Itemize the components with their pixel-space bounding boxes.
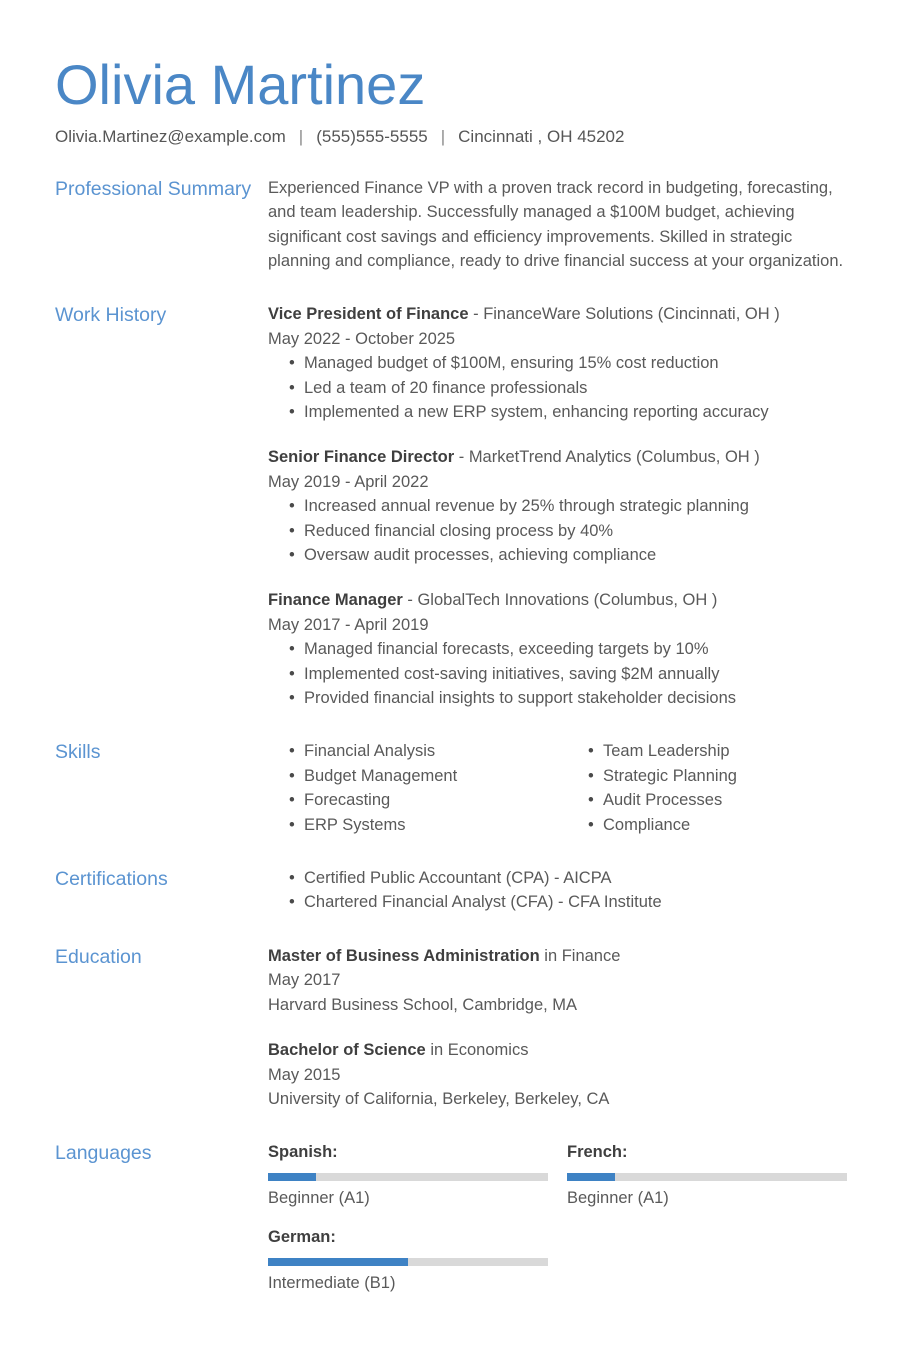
job-entry [268, 302, 850, 424]
certifications-content [268, 866, 850, 915]
contact-line [55, 127, 852, 147]
skill-item: • Compliance [567, 813, 850, 837]
job-bullet: • Reduced financial closing process by 40% [268, 519, 850, 543]
certification-item: • Chartered Financial Analyst (CFA) - CFA Institute [268, 890, 850, 914]
summary-text: Experienced Finance VP with a proven track record in budgeting, forecasting, and team leadership. Successfully managed a $100M budget, achieving significant cost savings and efficiency improvements. Skilled in strategic planning and compliance, ready to drive financial success at your organization. [268, 178, 844, 270]
job-bullet-list [268, 637, 850, 710]
job-title-line [268, 445, 850, 469]
section-label-skills: Skills [55, 741, 101, 764]
education-content [268, 944, 850, 1111]
job-bullet: • Increased annual revenue by 25% through strategic planning [268, 494, 850, 518]
section-languages [55, 1140, 852, 1295]
language-proficiency-fill [268, 1258, 408, 1266]
skill-item: • Forecasting [268, 788, 551, 812]
job-title-line [268, 302, 850, 326]
section-certifications [55, 866, 852, 915]
person-name: Olivia Martinez [55, 53, 426, 116]
language-name: German: [268, 1228, 336, 1247]
skills-grid [268, 739, 850, 837]
skills-column-2 [567, 739, 850, 837]
degree-field: in Finance [544, 946, 621, 965]
skill-item: • Financial Analysis [268, 739, 551, 763]
degree-title-line [268, 1038, 850, 1062]
degree-field: in Economics [430, 1041, 529, 1060]
job-bullet: • Led a team of 20 finance professionals [268, 376, 850, 400]
section-label-education: Education [55, 945, 142, 968]
resume-header [55, 54, 852, 147]
job-bullet: • Managed financial forecasts, exceeding targets by 10% [268, 637, 850, 661]
degree-school: University of California, Berkeley, Berkeley, CA [268, 1089, 610, 1108]
skills-content [268, 739, 850, 837]
language-proficiency-bar [567, 1173, 847, 1181]
language-level: Intermediate (B1) [268, 1273, 396, 1292]
section-work-history [55, 302, 852, 710]
section-label-languages: Languages [55, 1142, 152, 1165]
language-entry [268, 1225, 551, 1295]
job-bullet: • Provided financial insights to support stakeholder decisions [268, 686, 850, 710]
degree-entry [268, 1038, 850, 1111]
skill-item: • Strategic Planning [567, 764, 850, 788]
job-title-line [268, 588, 850, 612]
contact-location: Cincinnati , OH 45202 [458, 126, 625, 146]
job-entry [268, 588, 850, 710]
language-entry [268, 1140, 551, 1210]
contact-separator: | [298, 126, 304, 146]
degree-school: Harvard Business School, Cambridge, MA [268, 995, 578, 1014]
section-education [55, 944, 852, 1111]
job-dates: May 2022 - October 2025 [268, 329, 456, 348]
contact-phone: (555)555-5555 [316, 126, 428, 146]
language-name: French: [567, 1143, 628, 1162]
job-bullet-list [268, 351, 850, 424]
job-bullet: • Implemented a new ERP system, enhancing reporting accuracy [268, 400, 850, 424]
section-skills [55, 739, 852, 837]
section-label-work-history: Work History [55, 304, 167, 327]
language-level: Beginner (A1) [268, 1188, 370, 1207]
job-title: Senior Finance Director [268, 448, 455, 467]
language-proficiency-fill [268, 1173, 316, 1181]
language-entry [567, 1140, 850, 1210]
skill-item: • Budget Management [268, 764, 551, 788]
degree-date: May 2015 [268, 1065, 341, 1084]
language-name: Spanish: [268, 1143, 338, 1162]
languages-grid [268, 1140, 850, 1295]
contact-email: Olivia.Martinez@example.com [55, 126, 286, 146]
skill-item: • Team Leadership [567, 739, 850, 763]
work-history-content [268, 302, 850, 710]
degree-title: Bachelor of Science [268, 1041, 426, 1060]
section-label-certifications: Certifications [55, 868, 168, 891]
language-level: Beginner (A1) [567, 1188, 669, 1207]
job-entry [268, 445, 850, 567]
languages-content [268, 1140, 850, 1295]
job-dates: May 2019 - April 2022 [268, 472, 429, 491]
job-company: - FinanceWare Solutions (Cincinnati, OH ) [473, 305, 780, 324]
degree-title-line [268, 944, 850, 968]
degree-title: Master of Business Administration [268, 946, 540, 965]
job-bullet-list [268, 494, 850, 567]
certification-item: • Certified Public Accountant (CPA) - AICPA [268, 866, 850, 890]
skills-column-1 [268, 739, 551, 837]
job-dates: May 2017 - April 2019 [268, 615, 429, 634]
job-company: - MarketTrend Analytics (Columbus, OH ) [458, 448, 760, 467]
degree-entry [268, 944, 850, 1017]
job-title: Finance Manager [268, 591, 403, 610]
job-company: - GlobalTech Innovations (Columbus, OH ) [407, 591, 718, 610]
skill-item: • ERP Systems [268, 813, 551, 837]
professional-summary-content [268, 176, 850, 274]
job-title: Vice President of Finance [268, 305, 469, 324]
language-proficiency-bar [268, 1173, 548, 1181]
language-proficiency-fill [567, 1173, 615, 1181]
contact-separator: | [440, 126, 446, 146]
job-bullet: • Oversaw audit processes, achieving compliance [268, 543, 850, 567]
language-proficiency-bar [268, 1258, 548, 1266]
job-bullet: • Managed budget of $100M, ensuring 15% cost reduction [268, 351, 850, 375]
skill-item: • Audit Processes [567, 788, 850, 812]
section-label-professional-summary: Professional Summary [55, 177, 252, 200]
section-professional-summary [55, 176, 852, 274]
certification-list [268, 866, 850, 915]
job-bullet: • Implemented cost-saving initiatives, saving $2M annually [268, 662, 850, 686]
degree-date: May 2017 [268, 971, 341, 990]
